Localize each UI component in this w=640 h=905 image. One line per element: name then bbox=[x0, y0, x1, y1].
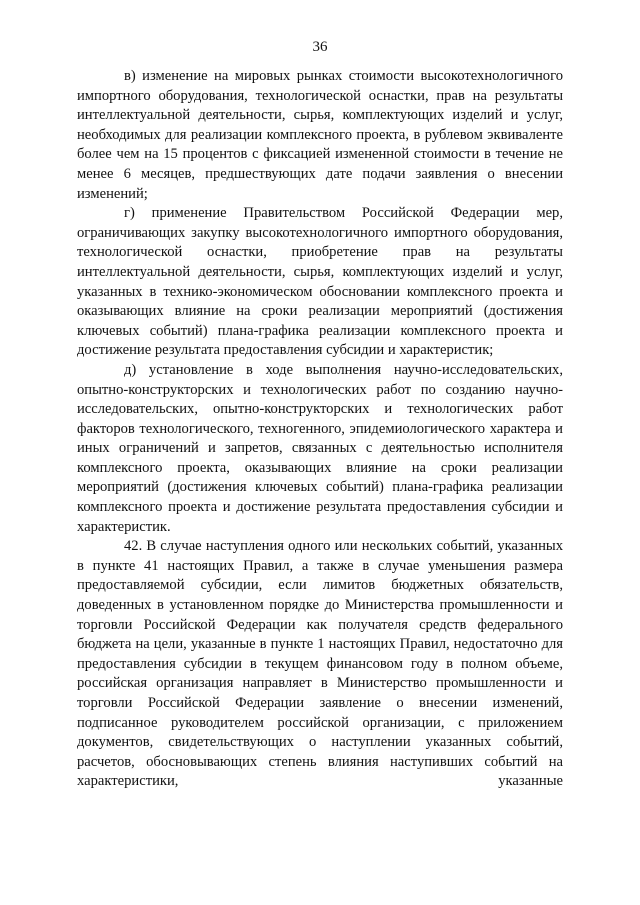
page-number: 36 bbox=[312, 39, 328, 55]
document-body bbox=[77, 67, 563, 792]
paragraph-item-d: д) установление в ходе выполнения научно-исследовательских, опытно-конструкторских и технологических работ по созданию научно-исследовательских, опытно-конструкторских и технологических работ факторов технологического, техногенного, эпидемиологического характера и иных ограничений и запретов, связанных с деятельностью исполнителя комплексного проекта, оказывающих влияние на сроки реализации мероприятий (достижения ключевых событий) плана-графика реализации комплексного проекта и достижение результата предоставления субсидии и характеристик. bbox=[77, 361, 563, 535]
paragraph-item-g: г) применение Правительством Российской Федерации мер, ограничивающих закупку высокотехнологичного импортного оборудования, технологической оснастки, приобретение прав на результаты интеллектуальной деятельности, сырья, комплектующих изделий и услуг, указанных в технико-экономическом обосновании комплексного проекта и оказывающих влияние на сроки реализации мероприятий (достижения ключевых событий) плана-графика реализации комплексного проекта и достижение результата предоставления субсидии и характеристик; bbox=[77, 205, 563, 359]
paragraph-item-v: в) изменение на мировых рынках стоимости высокотехнологичного импортного оборудования, технологической оснастки, прав на результаты интеллектуальной деятельности, сырья, комплектующих изделий и услуг, необходимых для реализации комплексного проекта, в рублевом эквиваленте более чем на 15 процентов с фиксацией измененной стоимости в течение не менее 6 месяцев, предшествующих дате подачи заявления о внесении изменений; bbox=[77, 68, 563, 202]
paragraph-clause-42: 42. В случае наступления одного или нескольких событий, указанных в пункте 41 настоящих Правил, а также в случае уменьшения размера предоставляемой субсидии, если лимитов бюджетных обязательств, доведенных в установленном порядке до Министерства промышленности и торговли Российской Федерации как получателя средств федерального бюджета на цели, указанные в пункте 1 настоящих Правил, недостаточно для предоставления субсидии в текущем финансовом году в полном объеме, российская организация направляет в Министерство промышленности и торговли Российской Федерации заявление о внесении изменений, подписанное руководителем российской организации, с приложением документов, свидетельствующих о наступлении указанных событий, расчетов, обосновывающих степень влияния наступивших событий на характеристики, указанные bbox=[77, 538, 563, 790]
